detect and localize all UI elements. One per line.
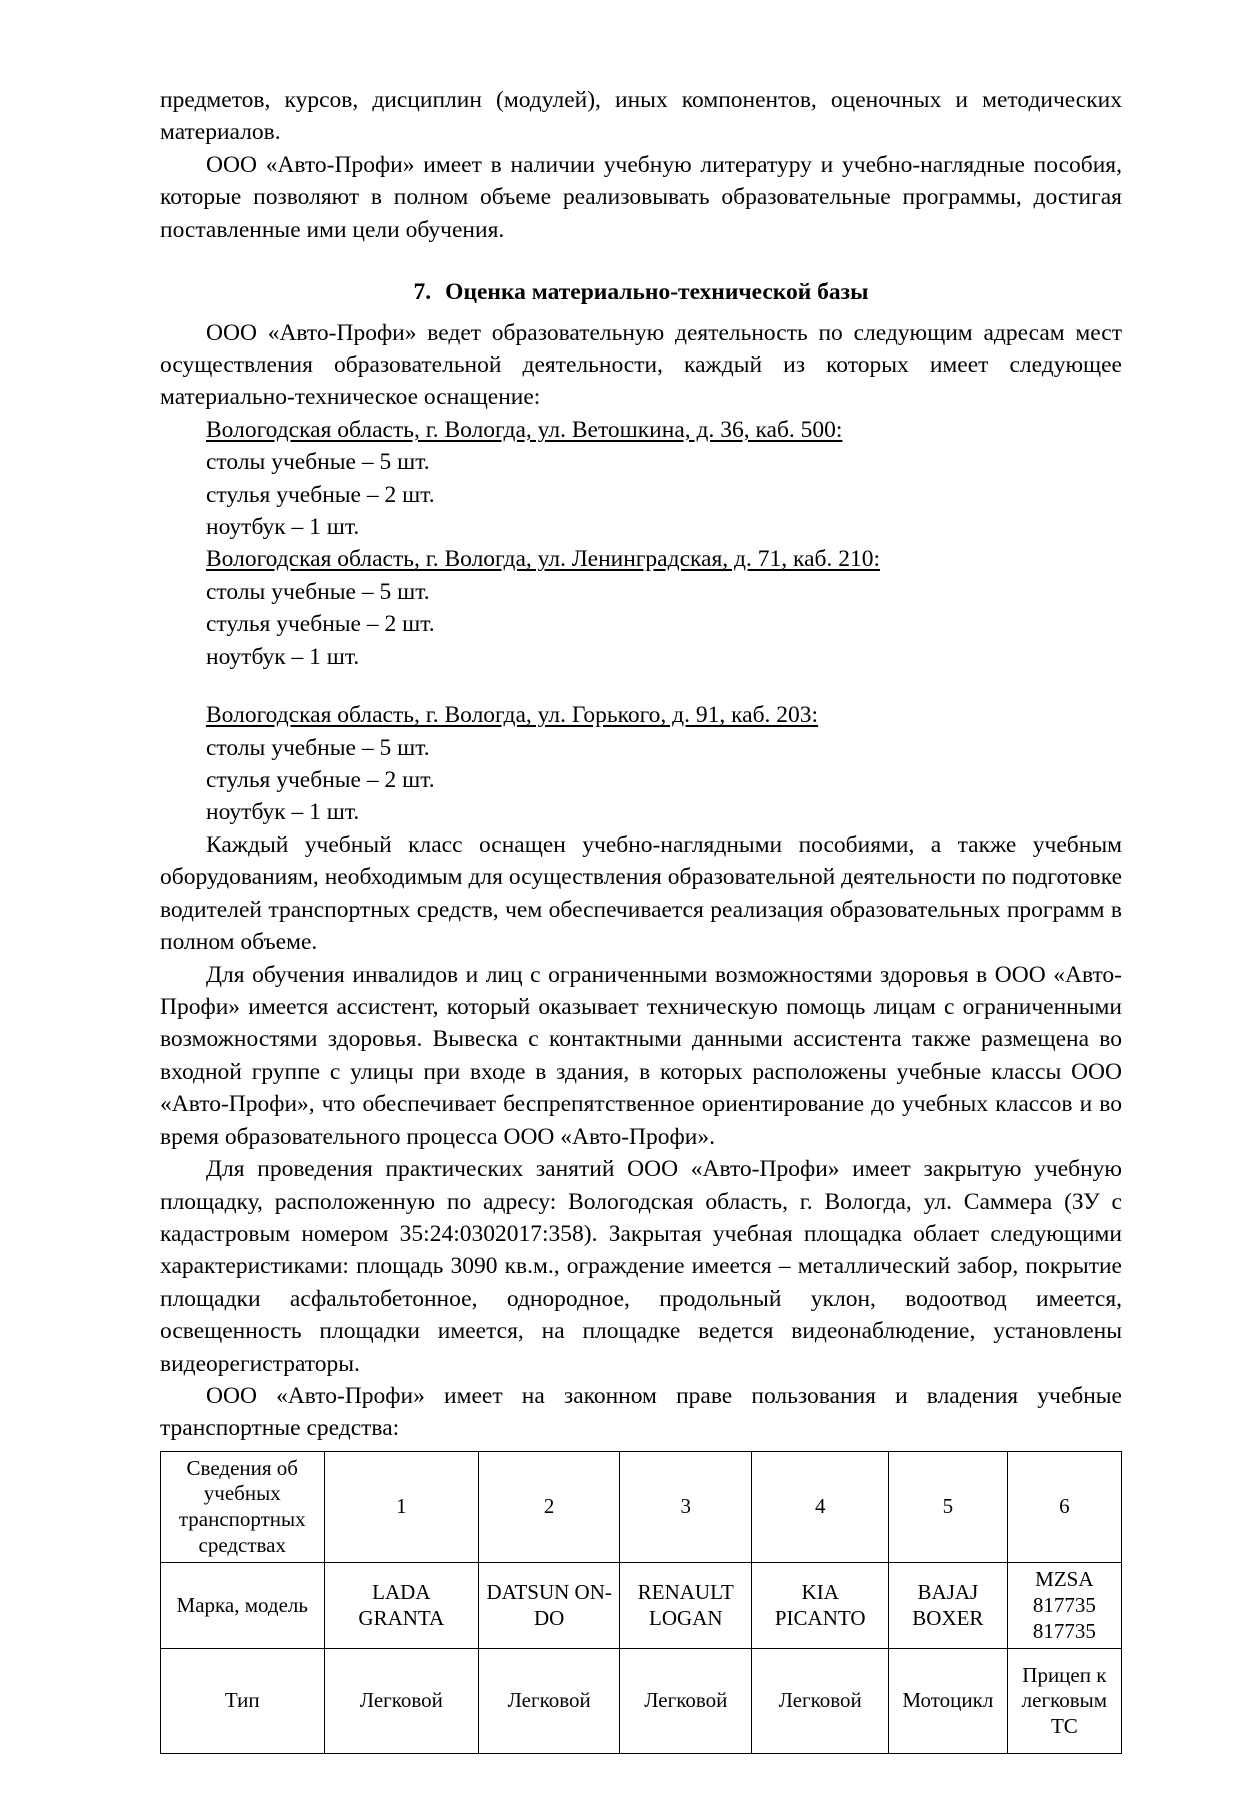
table-cell-type-3: Легковой bbox=[620, 1649, 752, 1754]
location-2-item-1: столы учебные – 5 шт. bbox=[206, 578, 430, 605]
location-1-item-1: столы учебные – 5 шт. bbox=[206, 449, 430, 476]
location-3-item-1: столы учебные – 5 шт. bbox=[206, 734, 430, 761]
table-cell-type-2: Легковой bbox=[479, 1649, 620, 1754]
table-cell-type-1: Легковой bbox=[324, 1649, 479, 1754]
table-row bbox=[161, 1563, 1122, 1649]
paragraph-classrooms: Каждый учебный класс оснащен учебно-наглядными пособиями, а также учебным оборудованиям, необходимым для осуществления образовательной деятельности по подготовке водителей транспортных средств, чем обеспечивается реализация образовательных программ в полном объеме. bbox=[160, 831, 1122, 956]
table-column-number-4: 4 bbox=[752, 1451, 889, 1562]
location-2-item-2: стулья учебные – 2 шт. bbox=[206, 611, 435, 638]
table-cell-brand-5: BAJAJ BOXER bbox=[889, 1563, 1008, 1649]
table-row bbox=[161, 1451, 1122, 1562]
vehicles-table bbox=[160, 1451, 1122, 1754]
table-row bbox=[161, 1649, 1122, 1754]
table-cell-brand-1: LADA GRANTA bbox=[324, 1563, 479, 1649]
location-2-item-3: ноутбук – 1 шт. bbox=[206, 643, 360, 670]
paragraph-continued: предметов, курсов, дисциплин (модулей), иных компонентов, оценочных и методических материалов. bbox=[160, 87, 1122, 146]
table-row-label-type: Тип bbox=[161, 1649, 325, 1754]
table-cell-type-5: Мотоцикл bbox=[889, 1649, 1008, 1754]
paragraph-vehicles-intro: ООО «Авто-Профи» имеет на законном праве пользования и владения учебные транспортные средства: bbox=[160, 1383, 1122, 1442]
location-3-item-2: стулья учебные – 2 шт. bbox=[206, 767, 435, 794]
table-column-number-1: 1 bbox=[324, 1451, 479, 1562]
table-column-number-2: 2 bbox=[479, 1451, 620, 1562]
section-number: 7. bbox=[413, 279, 432, 306]
table-cell-type-4: Легковой bbox=[752, 1649, 889, 1754]
location-address-2: Вологодская область, г. Вологда, ул. Ленинградская, д. 71, каб. 210: bbox=[206, 546, 880, 573]
location-address-1: Вологодская область, г. Вологда, ул. Ветошкина, д. 36, каб. 500: bbox=[206, 416, 843, 443]
table-cell-brand-2: DATSUN ON-DO bbox=[479, 1563, 620, 1649]
table-cell-brand-4: KIA PICANTO bbox=[752, 1563, 889, 1649]
location-1-item-2: стулья учебные – 2 шт. bbox=[206, 481, 435, 508]
paragraph-literature: ООО «Авто-Профи» имеет в наличии учебную литературу и учебно-наглядные пособия, которые позволяют в полном объеме реализовывать образовательные программы, достигая поставленные ими цели обучения. bbox=[160, 151, 1122, 243]
paragraph-intro: ООО «Авто-Профи» ведет образовательную деятельность по следующим адресам мест осуществления образовательной деятельности, каждый из которых имеет следующее материально-техническое оснащение: bbox=[160, 319, 1122, 411]
table-column-number-3: 3 bbox=[620, 1451, 752, 1562]
section-heading bbox=[160, 276, 1122, 308]
table-cell-brand-6: MZSA 817735 817735 bbox=[1007, 1563, 1121, 1649]
table-cell-brand-3: RENAULT LOGAN bbox=[620, 1563, 752, 1649]
paragraph-training-ground: Для проведения практических занятий ООО «Авто-Профи» имеет закрытую учебную площадку, расположенную по адресу: Вологодская область, г. Вологда, ул. Саммера (ЗУ с кадастровым номером 35:24:0302017:358). Закрытая учебная площадка облает следующими характеристиками: площадь 3090 кв.м., ограждение имеется – металлический забор, покрытие площадки асфальтобетонное, однородное, продольный уклон, водоотвод имеется, освещенность площадки имеется, на площадке ведется видеонаблюдение, установлены видеорегистраторы. bbox=[160, 1156, 1122, 1377]
table-row-label-brand: Марка, модель bbox=[161, 1563, 325, 1649]
table-cell-type-6: Прицеп к легковым ТС bbox=[1007, 1649, 1121, 1754]
location-1-item-3: ноутбук – 1 шт. bbox=[206, 514, 360, 541]
section-title: Оценка материально-технической базы bbox=[445, 279, 869, 306]
table-header-label: Сведения об учебных транспортных средствах bbox=[161, 1451, 325, 1562]
location-3-item-3: ноутбук – 1 шт. bbox=[206, 799, 360, 826]
table-column-number-5: 5 bbox=[889, 1451, 1008, 1562]
paragraph-accessibility: Для обучения инвалидов и лиц с ограниченными возможностями здоровья в ООО «Авто-Профи» имеется ассистент, который оказывает техническую помощь лицам с ограниченными возможностями здоровья. Вывеска с контактными данными ассистента также размещена во входной группе с улицы при входе в здания, в которых расположены учебные классы ООО «Авто-Профи», что обеспечивает беспрепятственное ориентирование до учебных классов и во время образовательного процесса ООО «Авто-Профи». bbox=[160, 961, 1122, 1150]
table-column-number-6: 6 bbox=[1007, 1451, 1121, 1562]
spacer bbox=[160, 673, 1122, 699]
location-address-3: Вологодская область, г. Вологда, ул. Горького, д. 91, каб. 203: bbox=[206, 702, 819, 729]
